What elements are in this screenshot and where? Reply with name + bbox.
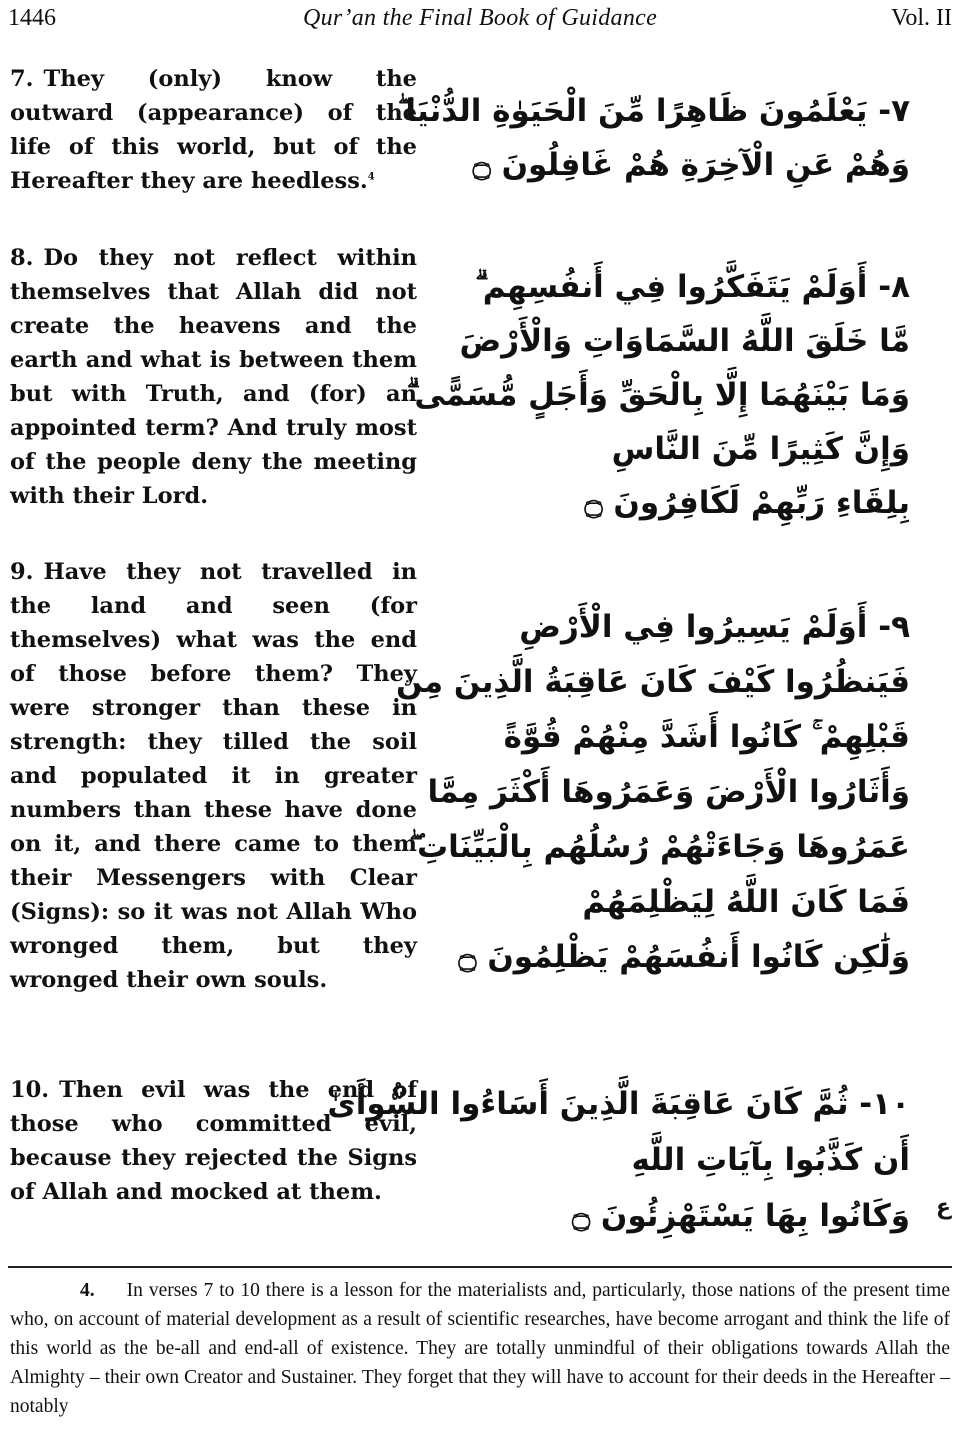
arabic-line: وَلَٰكِن كَانُوا أَنفُسَهُمْ يَظْلِمُونَ ۝ (458, 939, 910, 975)
verse-number: 10. (10, 1077, 50, 1103)
footnote-divider (8, 1266, 952, 1268)
arabic-line: ٨- أَوَلَمْ يَتَفَكَّرُوا فِي أَنفُسِهِم ۗ (475, 269, 910, 305)
arabic-line: وَأَثَارُوا الْأَرْضَ وَعَمَرُوهَا أَكْثَرَ مِمَّا (427, 774, 910, 810)
arabic-line: قَبْلِهِمْ ۚ كَانُوا أَشَدَّ مِنْهُمْ قُوَّةً (503, 719, 910, 755)
verse-7-arabic (397, 84, 910, 192)
arabic-line: عَمَرُوهَا وَجَاءَتْهُمْ رُسُلُهُم بِالْبَيِّنَاتِ ۖ (409, 829, 910, 865)
arabic-line: وَهُمْ عَنِ الْآخِرَةِ هُمْ غَافِلُونَ ۝ (472, 147, 910, 183)
verse-text: Then evil was the end of those who committed evil, because they rejected the Signs of Allah and mocked at them. (10, 1077, 417, 1205)
arabic-line: أَن كَذَّبُوا بِآيَاتِ اللَّهِ (631, 1142, 910, 1178)
footnote-text: In verses 7 to 10 there is a lesson for the materialists and, particularly, those nations of the present time who, on account of material development as a result of scientific researches, have become arrogant and think the life of this world as the be-all and end-all of existence. They are totally unmindful of their obligations towards Allah the Almighty – their own Creator and Sustainer. They forget that they will have to account for their deeds in the Hereafter – notably (10, 1280, 950, 1417)
verse-10-arabic (327, 1076, 910, 1244)
arabic-line: ١٠- ثُمَّ كَانَ عَاقِبَةَ الَّذِينَ أَسَاءُوا السُّوأَىٰ (327, 1086, 910, 1122)
verse-9-arabic (395, 600, 910, 985)
running-title: Qur’an the Final Book of Guidance (302, 5, 658, 31)
verse-9-translation (10, 555, 417, 997)
arabic-line: ٩- أَوَلَمْ يَسِيرُوا فِي الْأَرْضِ (519, 609, 910, 645)
verse-number: 9. (10, 559, 34, 585)
arabic-line: وَكَانُوا بِهَا يَسْتَهْزِئُونَ ۝ (571, 1198, 910, 1234)
arabic-line: بِلِقَاءِ رَبِّهِمْ لَكَافِرُونَ ۝ (584, 485, 910, 521)
arabic-line: مَّا خَلَقَ اللَّهُ السَّمَاوَاتِ وَالْأَرْضَ (459, 323, 910, 359)
verse-number: 7. (10, 66, 34, 92)
verse-8-arabic (406, 260, 910, 530)
verse-text: They (only) know the outward (appearance) of the life of this world, but of the Hereafter they are heedless. (10, 66, 417, 194)
verse-number: 8. (10, 245, 34, 271)
arabic-line: وَمَا بَيْنَهُمَا إِلَّا بِالْحَقِّ وَأَجَلٍ مُّسَمًّى ۗ (406, 377, 910, 413)
page-number: 1446 (8, 5, 56, 31)
verse-7-translation (10, 62, 417, 198)
arabic-line: ٧- يَعْلَمُونَ ظَاهِرًا مِّنَ الْحَيَوٰةِ الدُّنْيَا ۖ (397, 93, 910, 129)
verse-text: Have they not travelled in the land and seen (for themselves) what was the end of those before them? They were stronger than these in strength: they tilled the soil and populated it in greater numbers than these have done on it, and there came to them their Messengers with Clear (Signs): so it was not Allah Who wronged them, but they wronged their own souls. (10, 559, 417, 993)
footnote-ref: 4 (367, 171, 375, 183)
verse-8-translation (10, 241, 417, 513)
footnote-number: 4. (80, 1280, 95, 1301)
arabic-line: فَيَنظُرُوا كَيْفَ كَانَ عَاقِبَةُ الَّذِينَ مِن (395, 664, 910, 700)
volume-label: Vol. II (891, 5, 952, 31)
page-header (8, 0, 952, 36)
verse-text: Do they not reflect within themselves that Allah did not create the heavens and the earth and what is between them but with Truth, and (for) an appointed term? And truly most of the people deny the meeting with their Lord. (10, 245, 417, 509)
ruku-mark: ع (936, 1195, 952, 1220)
footnote (10, 1276, 950, 1421)
arabic-line: وَإِنَّ كَثِيرًا مِّنَ النَّاسِ (611, 431, 910, 467)
arabic-line: فَمَا كَانَ اللَّهُ لِيَظْلِمَهُمْ (582, 884, 910, 920)
